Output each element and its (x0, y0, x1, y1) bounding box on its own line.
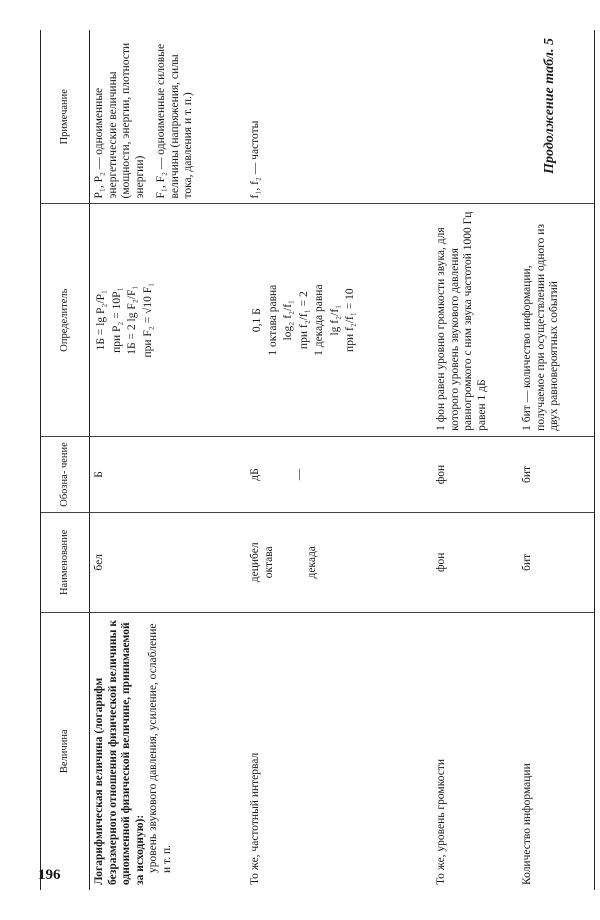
row1-symbol: Б (90, 436, 247, 512)
row2-name-3: декада (306, 546, 319, 579)
row2-quantity: То же, частотный интервал (249, 752, 261, 885)
row2-def-line-5: 1 декада равна (313, 284, 326, 356)
caption-prefix: Продолжение табл. (542, 48, 557, 174)
header-definition: Определитель (41, 204, 90, 436)
table-row (90, 30, 247, 890)
row2-def-line-3: log₂ f₂/f₁ (282, 299, 295, 341)
row1-definition (90, 204, 247, 436)
rotated-table-block (40, 30, 560, 890)
row3-definition: 1 фон равен уровню громкости звука, для которого уровень звукового давления равногромкого с ним звука частотой 1000 Гц равен 1 дБ (432, 204, 518, 436)
row1-def-line-4: при F₂ = √10 F₁ (141, 282, 154, 358)
row4-definition: 1 бит — количество информации, получаемое при осуществлении одного из двух равновероятных событий (518, 204, 595, 436)
row4-name: бит (518, 513, 595, 612)
row3-name: фон (432, 513, 518, 612)
units-table (40, 30, 595, 890)
table-row (246, 30, 432, 890)
row1-def-line-3: 1Б = 2 lg F₂/F₁ (126, 285, 139, 355)
row2-symbol-1: дБ (249, 468, 261, 481)
table-row (518, 30, 595, 890)
row2-def-line-4: при f₂/f₁ = 2 (297, 291, 310, 350)
row2-name-1: децибел (249, 542, 261, 583)
row2-def-line-1: 0,1 Б (251, 308, 263, 333)
row1-quantity (90, 612, 247, 890)
page-number: 196 (38, 867, 61, 883)
row1-quantity-sub: уровень звукового давления, усиление, ослабление и т. п. (147, 623, 173, 873)
row1-note-2: F₁, F₂ — одноименные силовые величины (напряжения, силы тока, давления и т. п.) (155, 43, 195, 199)
row2-symbol-2: — (292, 468, 305, 481)
row3-note (432, 30, 518, 204)
row2-name (246, 513, 432, 612)
row1-def-line-1: 1Б = lg P₂/P₁ (95, 289, 107, 351)
table-row (432, 30, 518, 890)
row4-symbol: бит (518, 436, 595, 512)
row2-definition (246, 204, 432, 436)
header-quantity: Величина (41, 612, 90, 890)
row2-def-line-6: lg f₂/f₁ (328, 304, 341, 336)
table-header-row (41, 30, 90, 890)
row1-note (90, 30, 247, 204)
row4-note (518, 30, 595, 204)
row2-name-2: октава (262, 546, 275, 579)
caption-number: 5 (542, 38, 557, 45)
row1-name: бел (90, 513, 247, 612)
row2-symbol (246, 436, 432, 512)
row2-note: f₁, f₂ — частоты (246, 30, 432, 204)
row3-symbol: фон (432, 436, 518, 512)
row1-quantity-main: Логарифмическая величина (логарифм безразмерного отношения физической величины к одноименной физической величине, принимаемой за исходную): (93, 620, 146, 885)
header-symbol: Обозна- чение (41, 436, 90, 512)
row1-def-line-2: при P₂ = 10P₁ (110, 287, 123, 353)
row4-quantity: Количество информации (518, 612, 595, 890)
row2-def-line-7: при f₂/f₁ = 10 (344, 288, 357, 352)
row1-note-1: P₁, P₂ — одноименные энергетические величины (мощности, энергии, плотности энергии) (93, 42, 146, 199)
header-note: Примечание (41, 30, 90, 204)
row3-quantity: То же, уровень громкости (435, 758, 447, 885)
row2-def-line-2: 1 октава равна (266, 284, 279, 356)
header-name: Наименование (41, 513, 90, 612)
